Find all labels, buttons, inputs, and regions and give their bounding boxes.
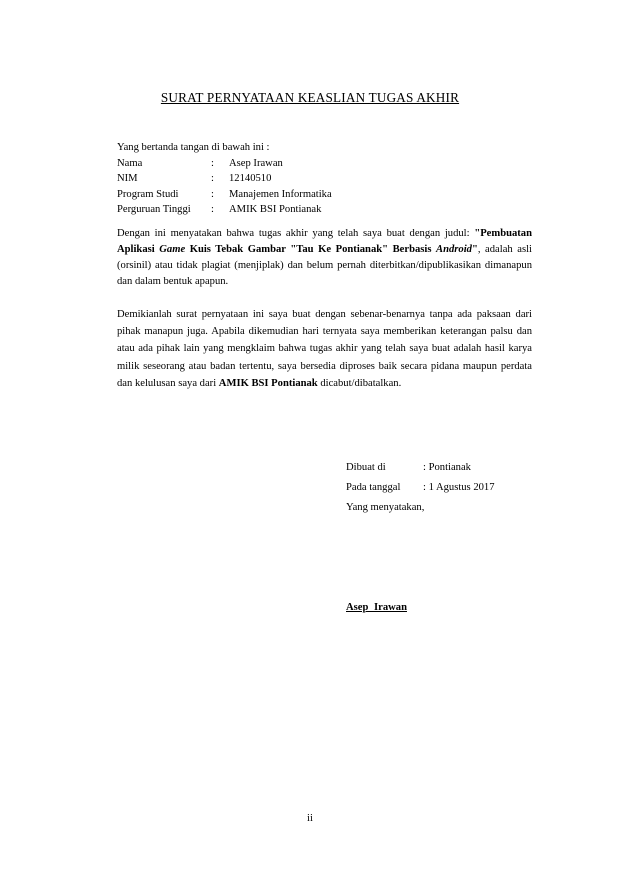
thesis-title-italic: Android xyxy=(436,244,472,255)
identity-colon: : xyxy=(211,157,214,169)
closing-text-end: dicabut/dibatalkan. xyxy=(317,377,402,389)
identity-row-program xyxy=(117,187,532,203)
identity-colon: : xyxy=(211,173,214,184)
closing-paragraph xyxy=(117,306,532,392)
intro-text: Yang bertanda tangan di bawah ini : xyxy=(117,142,270,153)
declarant-row xyxy=(346,502,495,522)
identity-row-nim xyxy=(117,171,532,187)
page-number: ii xyxy=(307,813,313,824)
place-label: Dibuat di xyxy=(346,462,386,473)
signature-date-row xyxy=(346,482,495,502)
thesis-title-italic: Game xyxy=(159,244,186,255)
identity-value: AMIK BSI Pontianak xyxy=(229,204,322,215)
place-value: : Pontianak xyxy=(423,462,471,473)
signature-block xyxy=(346,462,495,522)
identity-label: Nama xyxy=(117,157,143,169)
identity-row-name xyxy=(117,156,532,172)
identity-label: Program Studi xyxy=(117,188,179,200)
thesis-title-part: "Pembuatan Aplikasi xyxy=(117,228,532,255)
thesis-title-part: " xyxy=(471,244,478,255)
statement-rest: , adalah asli (orsinil) atau tidak plagiat (menjiplak) dan belum pernah diterbitkan/dipublikasikan dimanapun dan dalam bentuk apapun. xyxy=(117,244,532,287)
identity-value: Asep Irawan xyxy=(229,157,283,169)
document-title: SURAT PERNYATAAN KEASLIAN TUGAS AKHIR xyxy=(160,90,460,105)
identity-value: Manajemen Informatika xyxy=(229,188,332,200)
date-value: : 1 Agustus 2017 xyxy=(423,482,495,493)
signature-place-row xyxy=(346,462,495,482)
identity-colon: : xyxy=(211,188,214,200)
closing-text: Demikianlah surat pernyataan ini saya buat dengan sebenar-benarnya tanpa ada paksaan dari pihak manapun juga. Apabila dikemudian hari ternyata saya memberikan keterangan palsu dan atau ada pihak lain yang mengklaim bahwa tugas akhir yang telah saya buat adalah hasil karya milik seseorang atau badan tertentu, saya bersedia diproses baik secara pidana maupun perdata dan kelulusan saya dari xyxy=(117,309,532,389)
identity-colon: : xyxy=(211,204,214,215)
date-label: Pada tanggal xyxy=(346,482,401,493)
thesis-title-part: Kuis Tebak Gambar "Tau Ke Pontianak" Berbasis xyxy=(185,244,437,255)
identity-value: 12140510 xyxy=(229,173,272,184)
identity-block xyxy=(117,140,532,218)
statement-lead: Dengan ini menyatakan bahwa tugas akhir yang telah saya buat dengan judul: xyxy=(117,228,470,239)
declarant-text: Yang menyatakan, xyxy=(346,502,425,513)
signatory-name: Asep Irawan xyxy=(346,602,407,613)
institution-name: AMIK BSI Pontianak xyxy=(218,377,318,389)
identity-row-institution xyxy=(117,202,532,218)
identity-label: Perguruan Tinggi xyxy=(117,204,191,215)
identity-label: NIM xyxy=(117,173,138,184)
statement-paragraph xyxy=(117,226,532,290)
